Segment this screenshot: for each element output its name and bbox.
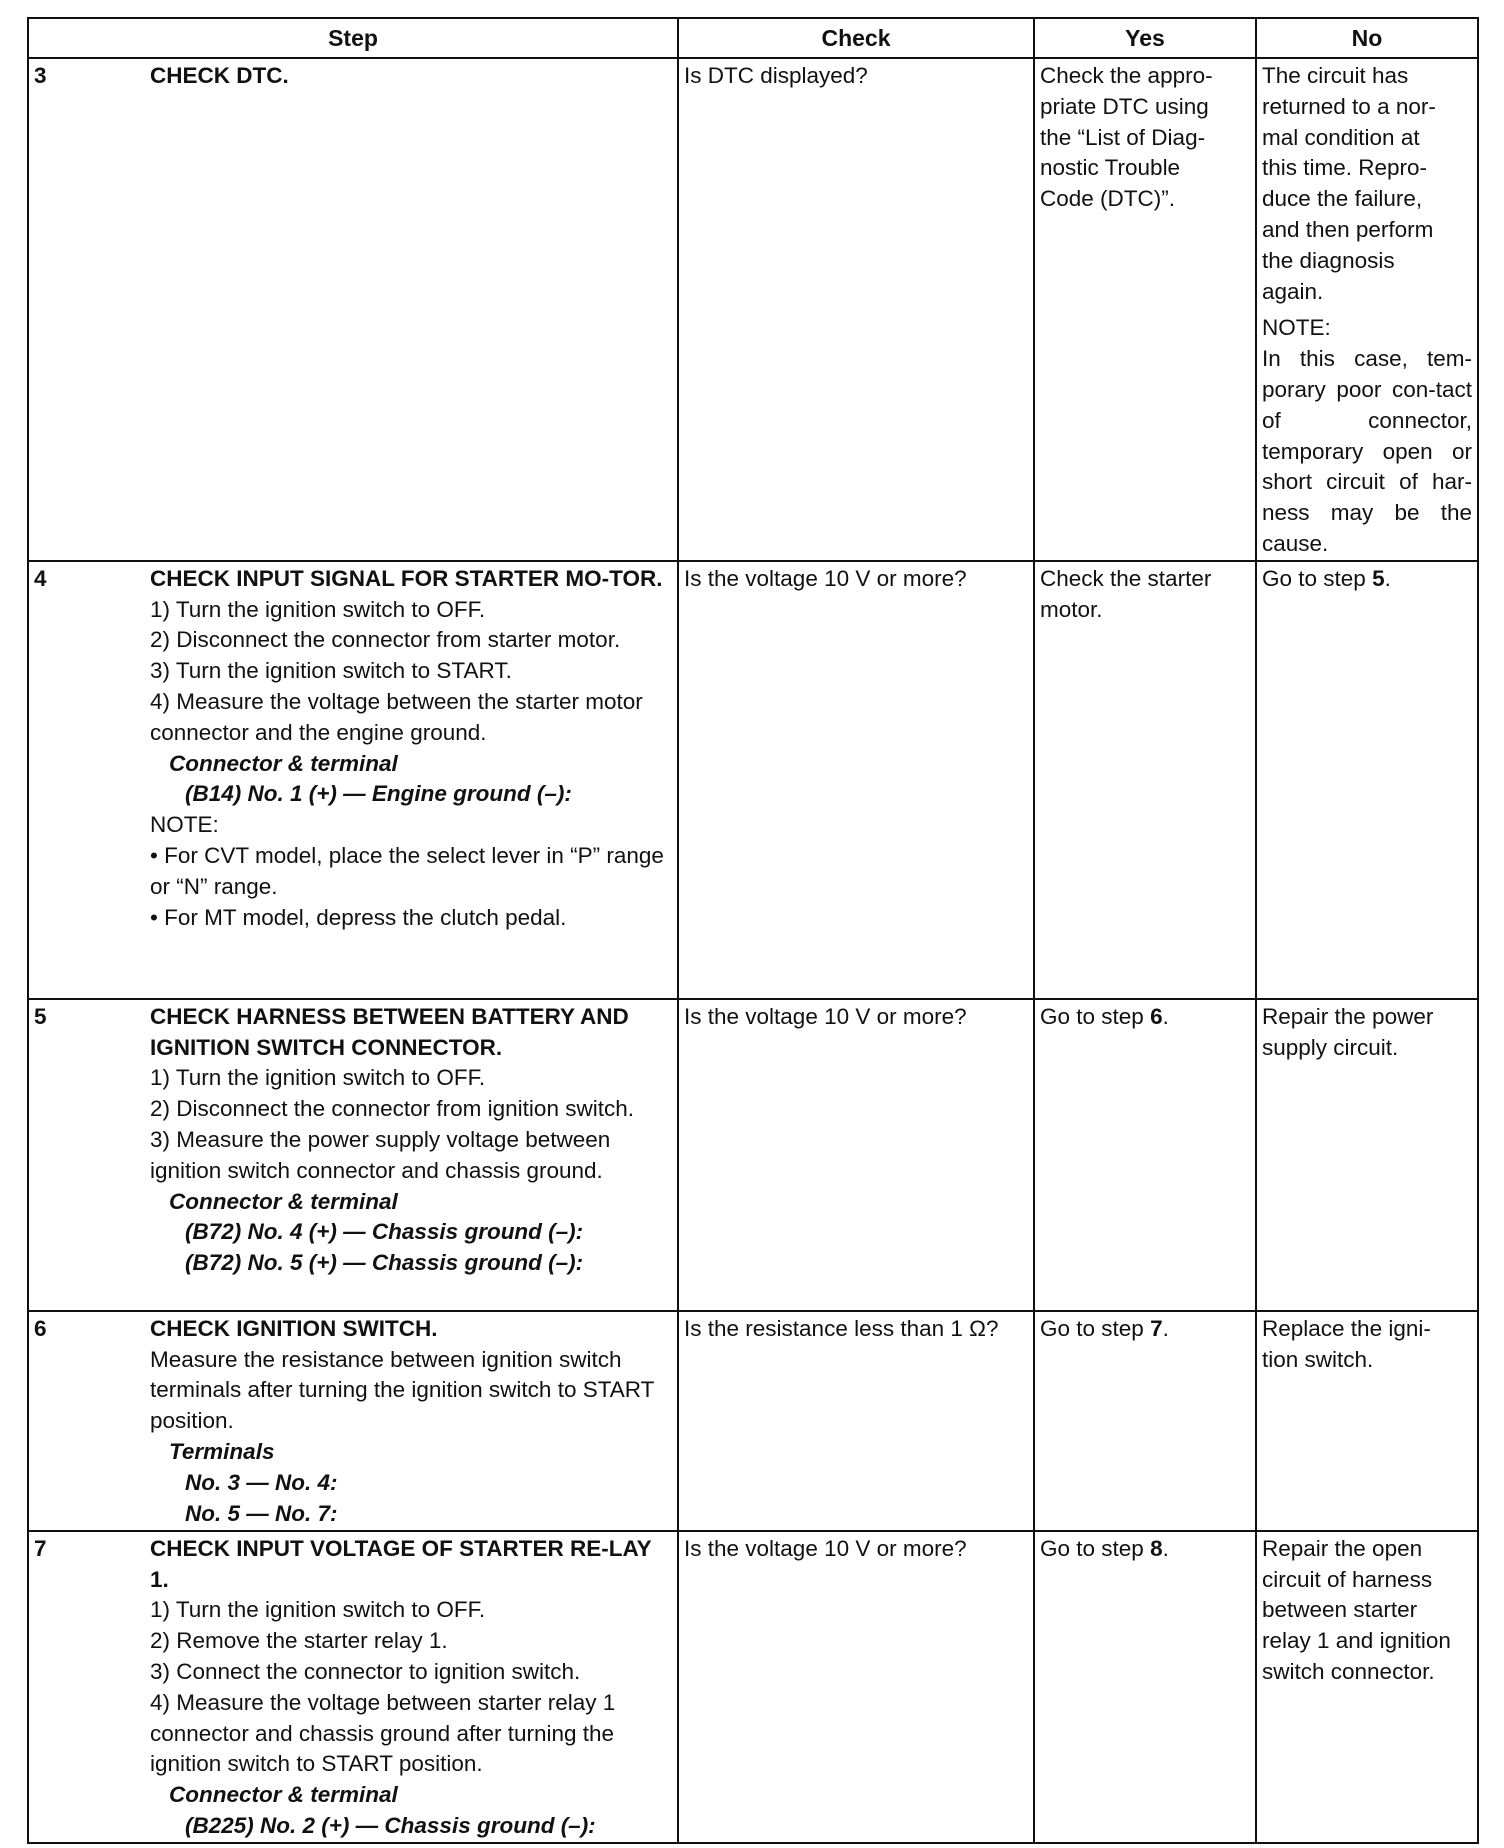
procedure-item: 4) Measure the voltage between the starter motor connector and the engine ground. bbox=[150, 688, 643, 745]
step-cell bbox=[28, 1311, 678, 1531]
spec-label: Connector & terminal bbox=[169, 1188, 398, 1214]
spec-line: No. 3 — No. 4: bbox=[185, 1469, 338, 1495]
procedure-item: 3) Measure the power supply voltage between ignition switch connector and chassis ground. bbox=[150, 1126, 611, 1183]
column-header-yes: Yes bbox=[1034, 18, 1256, 58]
yes-suffix: . bbox=[1162, 1003, 1169, 1029]
table-row bbox=[28, 1311, 1478, 1531]
yes-line: priate DTC using bbox=[1040, 93, 1209, 119]
step-number: 7 bbox=[34, 1535, 47, 1561]
yes-prefix: Go to step bbox=[1040, 1003, 1151, 1029]
no-line: Replace the igni- bbox=[1262, 1315, 1431, 1341]
note-bullet: • For MT model, depress the clutch pedal. bbox=[150, 904, 567, 930]
yes-prefix: Go to step bbox=[1040, 1535, 1151, 1561]
no-cell bbox=[1256, 58, 1478, 561]
yes-prefix: Go to step bbox=[1040, 1315, 1151, 1341]
step-number: 6 bbox=[34, 1315, 47, 1341]
step-title: CHECK INPUT VOLTAGE OF STARTER RE-LAY 1. bbox=[150, 1535, 652, 1592]
column-header-check: Check bbox=[678, 18, 1034, 58]
no-step-ref: 5 bbox=[1372, 565, 1385, 591]
step-cell bbox=[28, 561, 678, 999]
yes-line: motor. bbox=[1040, 596, 1103, 622]
no-prefix: Go to step bbox=[1262, 565, 1373, 591]
no-line: The circuit has bbox=[1262, 63, 1409, 88]
spec-line: No. 5 — No. 7: bbox=[185, 1500, 338, 1526]
spec-line: (B14) No. 1 (+) — Engine ground (–): bbox=[185, 781, 572, 807]
check-cell: Is the voltage 10 V or more? bbox=[678, 561, 1034, 999]
yes-line: nostic Trouble bbox=[1040, 155, 1181, 181]
diagnostic-table bbox=[27, 17, 1479, 1844]
step-number: 5 bbox=[34, 1003, 47, 1029]
yes-step-ref: 8 bbox=[1150, 1535, 1163, 1561]
procedure-item: 3) Connect the connector to ignition switch. bbox=[150, 1658, 581, 1684]
yes-cell bbox=[1034, 1311, 1256, 1531]
step-title: CHECK INPUT SIGNAL FOR STARTER MO-TOR. bbox=[150, 565, 663, 591]
step-number: 4 bbox=[34, 565, 47, 591]
no-line: mal condition at bbox=[1262, 124, 1420, 150]
yes-suffix: . bbox=[1162, 1315, 1169, 1341]
no-line: supply circuit. bbox=[1262, 1034, 1399, 1060]
no-line: between starter bbox=[1262, 1597, 1418, 1623]
column-header-step: Step bbox=[28, 18, 678, 58]
step-title: CHECK IGNITION SWITCH. bbox=[150, 1315, 438, 1341]
step-cell bbox=[28, 58, 678, 561]
no-line: Repair the power bbox=[1262, 1003, 1434, 1029]
no-line: this time. Repro- bbox=[1262, 155, 1428, 181]
check-cell: Is the resistance less than 1 Ω? bbox=[678, 1311, 1034, 1531]
step-cell bbox=[28, 1531, 678, 1843]
no-line: again. bbox=[1262, 278, 1324, 304]
table-header-row bbox=[28, 18, 1478, 58]
no-cell bbox=[1256, 1311, 1478, 1531]
note-bullet: • For CVT model, place the select lever in “P” range or “N” range. bbox=[150, 842, 664, 899]
column-header-no: No bbox=[1256, 18, 1478, 58]
table-row bbox=[28, 58, 1478, 561]
step-title: CHECK HARNESS BETWEEN BATTERY AND IGNITION SWITCH CONNECTOR. bbox=[150, 1003, 629, 1060]
no-cell bbox=[1256, 561, 1478, 999]
table-row bbox=[28, 561, 1478, 999]
step-title: CHECK DTC. bbox=[150, 63, 289, 88]
yes-cell bbox=[1034, 561, 1256, 999]
no-cell bbox=[1256, 999, 1478, 1311]
check-cell: Is the voltage 10 V or more? bbox=[678, 999, 1034, 1311]
table-row bbox=[28, 1531, 1478, 1843]
yes-cell bbox=[1034, 58, 1256, 561]
check-cell: Is DTC displayed? bbox=[678, 58, 1034, 561]
table-row bbox=[28, 999, 1478, 1311]
no-line: returned to a nor- bbox=[1262, 93, 1436, 119]
no-suffix: . bbox=[1384, 565, 1391, 591]
procedure-item: 2) Remove the starter relay 1. bbox=[150, 1628, 448, 1654]
yes-line: Check the appro- bbox=[1040, 63, 1213, 88]
yes-line: Code (DTC)”. bbox=[1040, 186, 1176, 212]
diagnostic-procedure-document bbox=[27, 17, 1477, 1844]
yes-line: Check the starter bbox=[1040, 565, 1212, 591]
spec-line: (B225) No. 2 (+) — Chassis ground (–): bbox=[185, 1812, 596, 1838]
spec-label: Terminals bbox=[169, 1438, 275, 1464]
procedure-item: 3) Turn the ignition switch to START. bbox=[150, 658, 512, 684]
spec-line: (B72) No. 5 (+) — Chassis ground (–): bbox=[185, 1250, 584, 1276]
yes-line: the “List of Diag- bbox=[1040, 124, 1206, 150]
yes-cell bbox=[1034, 999, 1256, 1311]
procedure-item: 2) Disconnect the connector from ignition switch. bbox=[150, 1096, 634, 1122]
spec-label: Connector & terminal bbox=[169, 1782, 398, 1808]
no-line: tion switch. bbox=[1262, 1346, 1374, 1372]
no-line: circuit of harness bbox=[1262, 1566, 1433, 1592]
step-cell bbox=[28, 999, 678, 1311]
check-cell: Is the voltage 10 V or more? bbox=[678, 1531, 1034, 1843]
procedure-item: 1) Turn the ignition switch to OFF. bbox=[150, 1597, 486, 1623]
note-text: In this case, tem-porary poor con-tact of connector, temporary open or short circuit of har-ness may be the cause. bbox=[1262, 346, 1472, 556]
no-line: Repair the open bbox=[1262, 1535, 1423, 1561]
no-cell bbox=[1256, 1531, 1478, 1843]
yes-step-ref: 7 bbox=[1150, 1315, 1163, 1341]
procedure-item: 2) Disconnect the connector from starter motor. bbox=[150, 627, 621, 653]
yes-cell bbox=[1034, 1531, 1256, 1843]
spec-label: Connector & terminal bbox=[169, 750, 398, 776]
no-line: relay 1 and ignition bbox=[1262, 1628, 1451, 1654]
spec-line: (B72) No. 4 (+) — Chassis ground (–): bbox=[185, 1219, 584, 1245]
step-number: 3 bbox=[34, 63, 47, 88]
procedure-intro: Measure the resistance between ignition switch terminals after turning the ignition switch to START position. bbox=[150, 1346, 654, 1434]
no-line: duce the failure, bbox=[1262, 186, 1423, 212]
yes-step-ref: 6 bbox=[1150, 1003, 1163, 1029]
procedure-item: 4) Measure the voltage between starter relay 1 connector and chassis ground after turning the ignition switch to START position. bbox=[150, 1689, 616, 1777]
note-label: NOTE: bbox=[1262, 315, 1331, 341]
no-line: the diagnosis bbox=[1262, 247, 1395, 273]
note-label: NOTE: bbox=[150, 812, 219, 838]
procedure-item: 1) Turn the ignition switch to OFF. bbox=[150, 596, 486, 622]
no-line: and then perform bbox=[1262, 216, 1434, 242]
yes-suffix: . bbox=[1162, 1535, 1169, 1561]
no-line: switch connector. bbox=[1262, 1658, 1435, 1684]
procedure-item: 1) Turn the ignition switch to OFF. bbox=[150, 1065, 486, 1091]
